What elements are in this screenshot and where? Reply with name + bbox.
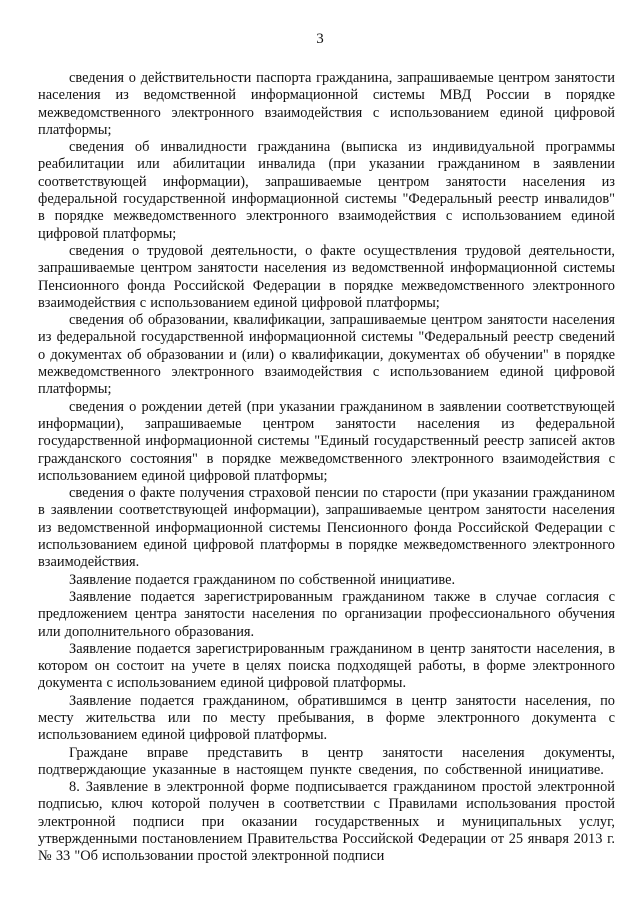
paragraph-documents-right: Граждане вправе представить в центр занятости населения документы, подтверждающие указанные в настоящем пункте сведения, по собственной инициативе. (38, 744, 615, 778)
paragraph-disability-info: сведения об инвалидности гражданина (выписка из индивидуальной программы реабилитации или абилитации инвалида (при указании гражданином в заявлении соответствующей информации), запрашиваемые центром занятости населения из федеральной государственной информационной системы "Федеральный реестр инвалидов" в порядке межведомственного электронного взаимодействия с использованием единой цифровой платформы; (38, 139, 615, 242)
paragraph-section-8: 8. Заявление в электронной форме подписывается гражданином простой электронной подписью, ключ которой получен в соответствии с Правилами использования простой электронной подписи при оказании государственных и муниципальных услуг, утвержденными постановлением Правительства Российской Федерации от 25 января 2013 г. № 33 "Об использовании простой электронной подписи (38, 779, 615, 865)
document-body (38, 70, 615, 866)
paragraph-residence: Заявление подается гражданином, обратившимся в центр занятости населения, по месту жительства или по месту пребывания, в форме электронного документа с использованием единой цифровой платформы. (38, 692, 615, 744)
paragraph-children-birth: сведения о рождении детей (при указании гражданином в заявлении соответствующей информации), запрашиваемые центром занятости населения из федеральной государственной информационной системы "Единый государственный реестр записей актов гражданского состояния" в порядке межведомственного электронного взаимодействия с использованием единой цифровой платформы; (38, 398, 615, 484)
paragraph-labor-activity: сведения о трудовой деятельности, о факте осуществления трудовой деятельности, запрашиваемые центром занятости населения из ведомственной информационной системы Пенсионного фонда Российской Федерации в порядке межведомственного электронного взаимодействия с использованием единой цифровой платформы; (38, 242, 615, 311)
paragraph-own-initiative: Заявление подается гражданином по собственной инициативе. (69, 571, 456, 588)
paragraph-pension: сведения о факте получения страховой пенсии по старости (при указании гражданином в заявлении соответствующей информации), запрашиваемые центром занятости населения из ведомственной информационной системы Пенсионного фонда Российской Федерации с использованием единой цифровой платформы в порядке межведомственного электронного взаимодействия. (38, 485, 615, 571)
paragraph-passport-validity: сведения о действительности паспорта гражданина, запрашиваемые центром занятости населения из ведомственной информационной системы МВД России в порядке межведомственного электронного взаимодействия с использованием единой цифровой платформы; (38, 70, 615, 138)
paragraph-registered-center: Заявление подается зарегистрированным гражданином в центр занятости населения, в котором он состоит на учете в целях поиска подходящей работы, в форме электронного документа с использованием единой цифровой платформы. (38, 640, 615, 692)
paragraph-training-consent: Заявление подается зарегистрированным гражданином также в случае согласия с предложением центра занятости населения по организации профессионального обучения или дополнительного образования. (38, 588, 615, 640)
page-number: 3 (316, 31, 324, 47)
paragraph-education: сведения об образовании, квалификации, запрашиваемые центром занятости населения из федеральной государственной информационной системы "Федеральный реестр сведений о документах об образовании и (или) о квалификации, документах об обучении" в порядке межведомственного электронного взаимодействия с использованием единой цифровой платформы; (38, 312, 615, 398)
